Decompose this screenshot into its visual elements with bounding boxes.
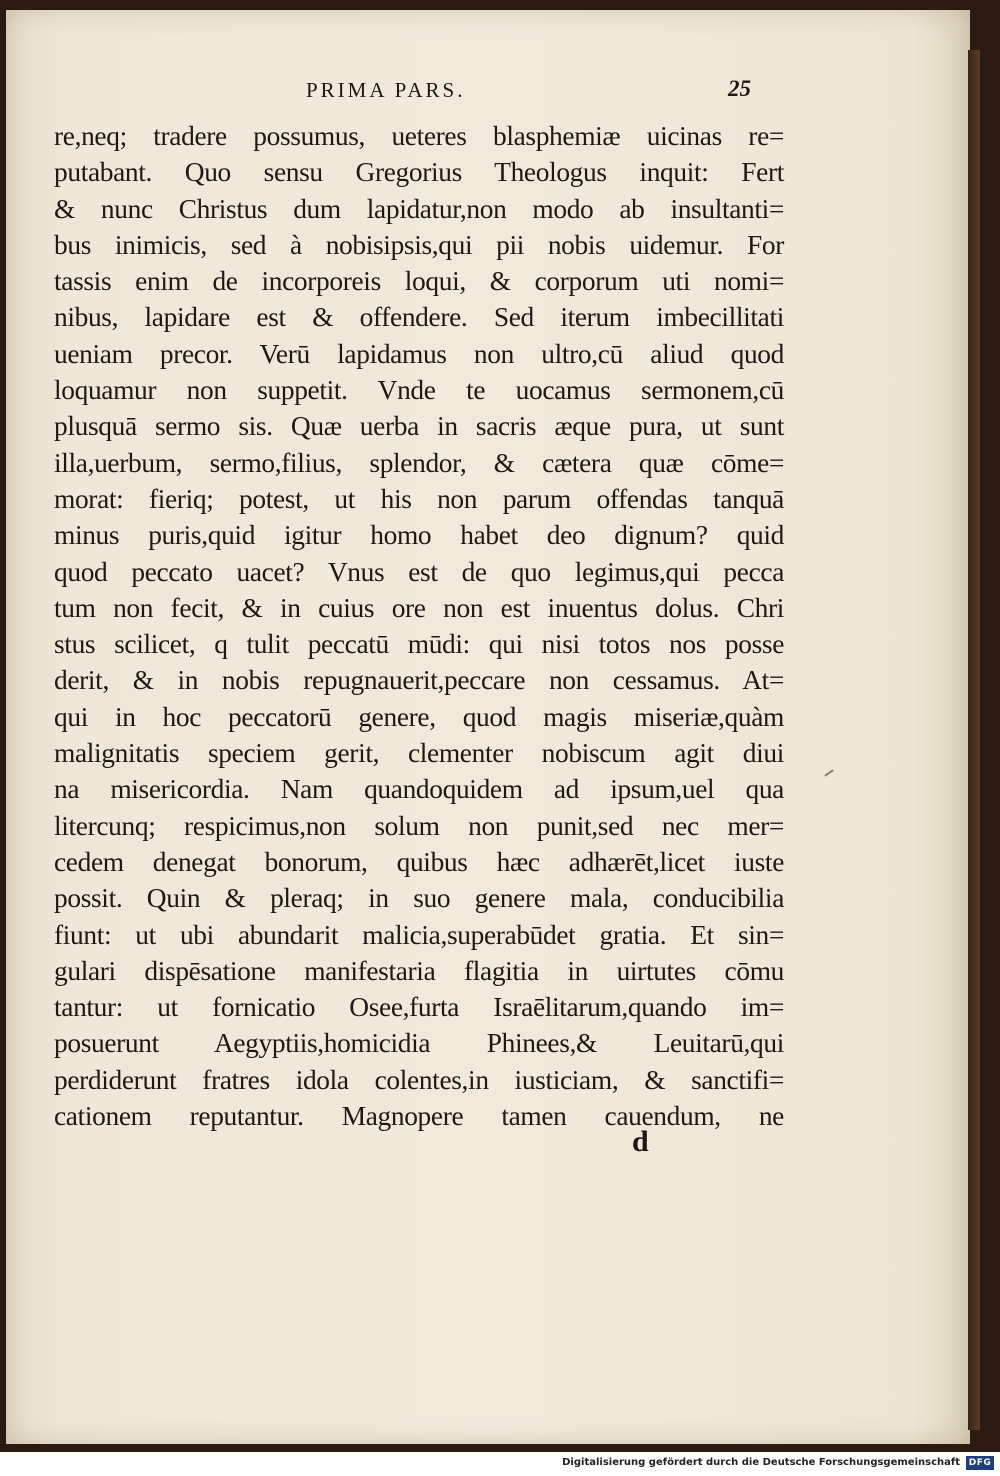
text-line: stus scilicet, q tulit peccatū mūdi: qui nisi totos nos posse: [54, 629, 784, 660]
page-edge: [968, 50, 980, 1430]
text-line: derit, & in nobis repugnauerit,peccare non cessamus. At=: [54, 665, 784, 696]
page-number: 25: [728, 76, 751, 101]
signature-mark: d: [632, 1125, 649, 1158]
text-line: litercunq; respicimus,non solum non punit,sed nec mer=: [54, 810, 784, 841]
text-line: cedem denegat bonorum, quibus hæc adhærēt,licet iuste: [54, 846, 784, 877]
text-line: qui in hoc peccatorū genere, quod magis miseriæ,quàm: [54, 701, 784, 732]
text-line: tum non fecit, & in cuius ore non est inuentus dolus. Chri: [54, 592, 784, 623]
text-line: loquamur non suppetit. Vnde te uocamus sermonem,cū: [54, 375, 784, 406]
text-line: cationem reputantur. Magnopere tamen cauendum, ne: [54, 1101, 784, 1132]
text-line: plusquā sermo sis. Quæ uerba in sacris æque pura, ut sunt: [54, 411, 784, 442]
text-line: nibus, lapidare est & offendere. Sed iterum imbecillitati: [54, 302, 784, 333]
text-line: ueniam precor. Verū lapidamus non ultro,cū aliud quod: [54, 338, 784, 369]
text-line: tantur: ut fornicatio Osee,furta Israēlitarum,quando im=: [54, 992, 784, 1023]
text-line: morat: fieriq; potest, ut his non parum offendas tanquā: [54, 483, 784, 514]
text-line: re,neq; tradere possumus, ueteres blasphemiæ uicinas re=: [54, 121, 784, 151]
body-text: [54, 118, 784, 1134]
text-line: perdiderunt fratres idola colentes,in iusticiam, & sanctifi=: [54, 1064, 784, 1095]
text-line: illa,uerbum, sermo,filius, splendor, & cætera quæ cōme=: [54, 447, 784, 478]
text-line: gulari dispēsatione manifestaria flagitia in uirtutes cōmu: [54, 955, 784, 986]
text-line: na misericordia. Nam quandoquidem ad ipsum,uel qua: [54, 774, 784, 805]
footer-bar: [0, 1452, 1000, 1476]
text-line: tassis enim de incorporeis loqui, & corporum uti nomi=: [54, 266, 784, 297]
text-line: posuerunt Aegyptiis,homicidia Phinees,& Leuitarū,qui: [54, 1028, 784, 1059]
dfg-logo: DFG: [966, 1456, 994, 1470]
text-line: putabant. Quo sensu Gregorius Theologus inquit: Fert: [54, 157, 784, 188]
text-line: bus inimicis, sed à nobisipsis,qui pii nobis uidemur. For: [54, 229, 784, 260]
running-head: PRIMA PARS.: [306, 78, 466, 102]
text-line: possit. Quin & pleraq; in suo genere mala, conducibilia: [54, 883, 784, 914]
text-line: quod peccato uacet? Vnus est de quo legimus,qui pecca: [54, 556, 784, 587]
text-line: & nunc Christus dum lapidatur,non modo ab insultanti=: [54, 193, 784, 224]
funding-credit: Digitalisierung gefördert durch die Deutsche Forschungsgemeinschaft: [562, 1457, 960, 1468]
text-line: fiunt: ut ubi abundarit malicia,superabūdet gratia. Et sin=: [54, 919, 784, 950]
text-line: minus puris,quid igitur homo habet deo dignum? quid: [54, 520, 784, 551]
text-line: malignitatis speciem gerit, clementer nobiscum agit diui: [54, 738, 784, 769]
